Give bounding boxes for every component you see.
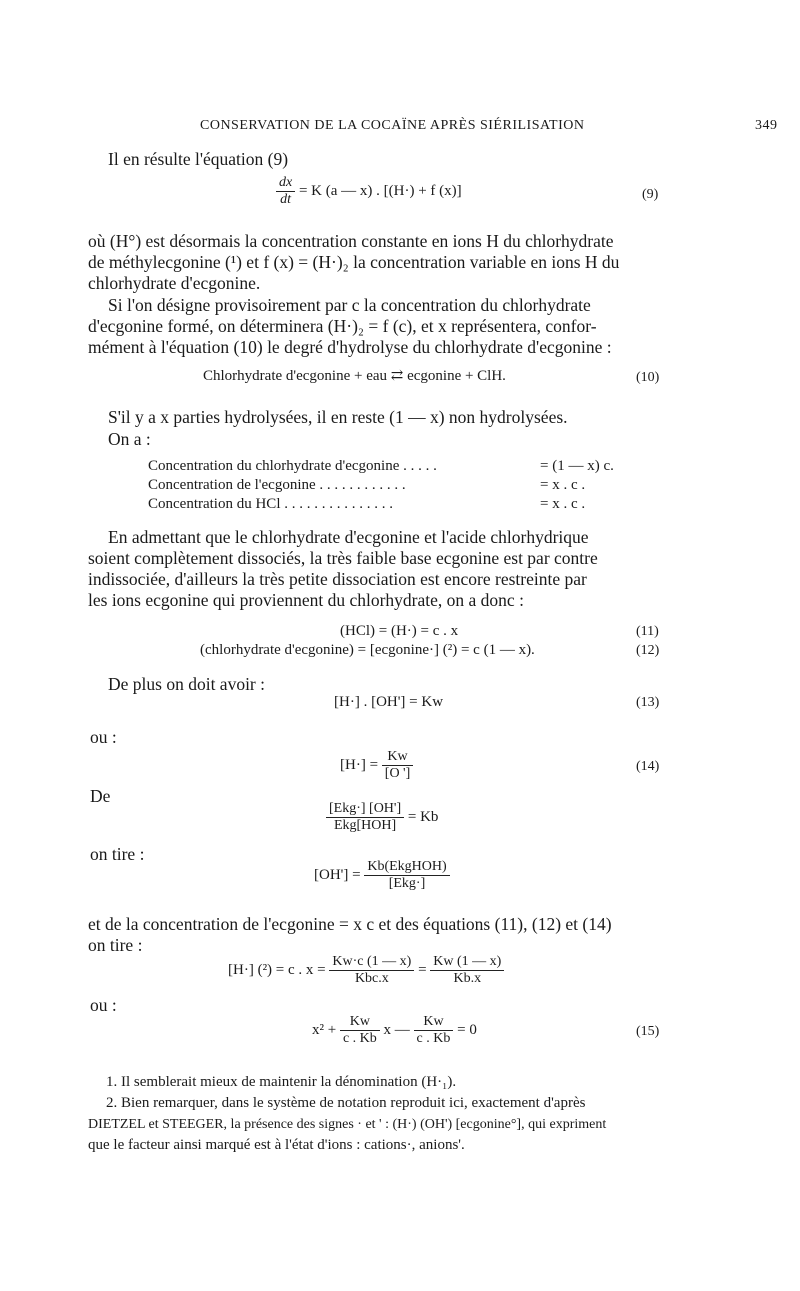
paragraph-line: de méthylecgonine (¹) et f (x) = (H·)₂ la concentration variable en ions H du <box>88 252 620 272</box>
equation-label: (10) <box>636 370 660 385</box>
concentration-value: = x . c . <box>540 477 586 493</box>
paragraph-line: on tire : <box>88 935 143 955</box>
equation-label: (15) <box>636 1024 660 1039</box>
equation-label: (9) <box>642 187 659 202</box>
paragraph-text: ou : <box>90 727 117 747</box>
equation-kb: $\frac{\text{[Ekg·] [OH']}}{\text{Ekg[HOH]}}$ = Kb <box>326 801 438 834</box>
footnote: 2. Bien remarquer, dans le système de notation reproduit ici, exactement d'après <box>106 1095 586 1111</box>
concentration-label: Concentration de l'ecgonine . . . . . . . . . . . . <box>148 477 406 493</box>
paragraph-line: soient complètement dissociés, la très faible base ecgonine est par contre <box>88 548 598 568</box>
paragraph-line: chlorhydrate d'ecgonine. <box>88 273 261 293</box>
paragraph-text: ou : <box>90 995 117 1015</box>
paragraph-text: Il en résulte l'équation (9) <box>108 149 289 169</box>
equation-12: (chlorhydrate d'ecgonine) = [ecgonine·] (²) = c (1 — x). <box>200 642 535 658</box>
paragraph-line: et de la concentration de l'ecgonine = x c et des équations (11), (12) et (14) <box>88 914 612 934</box>
equation-13: [H·] . [OH'] = Kw <box>334 694 444 710</box>
footnote: DIETZEL et STEEGER, la présence des signes · et ' : (H·) (OH') [ecgonine°], qui expriment <box>88 1117 607 1132</box>
concentration-label: Concentration du chlorhydrate d'ecgonine . . . . . <box>148 458 437 474</box>
equation-oh: [OH'] = $\frac{\text{Kb(EkgHOH)}}{\text{[Ekg·]}}$ <box>314 859 450 892</box>
equation-h: [H·] (²) = c . x = $\frac{Kw\cdot c (1 — x)}{\text{Kbc.x}}$ = $\frac{Kw (1 — x)}{Kb.x}$ <box>228 954 504 987</box>
paragraph-line: En admettant que le chlorhydrate d'ecgonine et l'acide chlorhydrique <box>108 527 589 547</box>
paragraph-line: les ions ecgonine qui proviennent du chlorhydrate, on a donc : <box>88 590 524 610</box>
footnote: que le facteur ainsi marqué est à l'état d'ions : cations·, anions'. <box>88 1137 465 1153</box>
equation-14: [H·] = $\frac{Kw}{[O ']}$ <box>340 749 413 782</box>
paragraph-line: mément à l'équation (10) le degré d'hydrolyse du chlorhydrate d'ecgonine : <box>88 337 612 357</box>
paragraph-text: De plus on doit avoir : <box>108 674 265 694</box>
paragraph-line: d'ecgonine formé, on déterminera (H·)₂ = f (c), et x représentera, confor- <box>88 316 597 336</box>
concentration-value: = x . c . <box>540 496 586 512</box>
equation-15: x² + $\frac{Kw}{c . Kb}$ x — $\frac{Kw}{c . Kb}$ = 0 <box>312 1014 477 1046</box>
concentration-label: Concentration du HCl . . . . . . . . . . . . . . . <box>148 496 393 512</box>
paragraph-line: S'il y a x parties hydrolysées, il en reste (1 — x) non hydrolysées. <box>108 407 568 427</box>
equation-label: (14) <box>636 759 660 774</box>
paragraph-line: On a : <box>108 429 151 449</box>
equation-9: $\frac{dx}{dt}$ = K (a — x) . [(H·) + f (x)] <box>276 175 462 208</box>
page-number: 349 <box>755 118 778 133</box>
paragraph-line: où (H°) est désormais la concentration constante en ions H du chlorhydrate <box>88 231 614 251</box>
footnote: 1. Il semblerait mieux de maintenir la dénomination (H·₁). <box>106 1074 457 1090</box>
equation-label: (11) <box>636 624 659 639</box>
concentration-value: = (1 — x) c. <box>540 458 614 474</box>
paragraph-text: De <box>90 786 111 806</box>
paragraph-text: on tire : <box>90 844 145 864</box>
paragraph-line: Si l'on désigne provisoirement par c la concentration du chlorhydrate <box>108 295 591 315</box>
equation-label: (13) <box>636 695 660 710</box>
running-header: CONSERVATION DE LA COCAÏNE APRÈS SIÉRILISATION <box>200 118 585 133</box>
equation-11: (HCl) = (H·) = c . x <box>340 623 459 639</box>
equation-10: Chlorhydrate d'ecgonine + eau ⇄ ecgonine + ClH. <box>203 368 506 384</box>
equation-label: (12) <box>636 643 660 658</box>
paragraph-line: indissociée, d'ailleurs la très petite dissociation est encore restreinte par <box>88 569 587 589</box>
